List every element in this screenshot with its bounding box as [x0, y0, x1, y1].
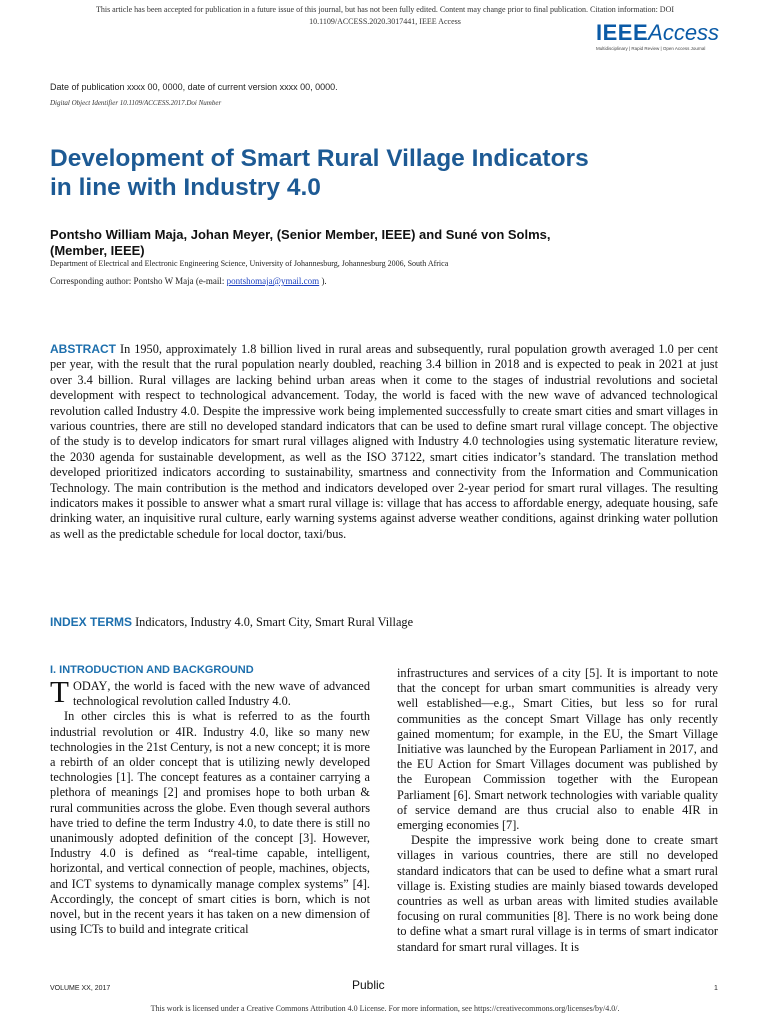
paper-title — [50, 144, 730, 202]
page-number: 1 — [714, 985, 718, 992]
title-line-1: Development of Smart Rural Village Indicators — [50, 145, 589, 172]
authors-line-2: (Member, IEEE) — [50, 243, 145, 258]
corr-suffix: ). — [319, 276, 327, 286]
smallcaps-word: ODAY — [72, 679, 108, 693]
drop-cap: T — [50, 674, 69, 709]
license-notice: This work is licensed under a Creative Commons Attribution 4.0 License. For more information, see https://creativecommons.org/licenses/by/4.0/. — [150, 1004, 620, 1013]
body-column-right — [397, 666, 718, 955]
logo-ieee: IEEE — [596, 20, 649, 45]
ieee-access-logo — [596, 20, 720, 51]
banner-line-2: 10.1109/ACCESS.2020.3017441, IEEE Access — [309, 17, 461, 26]
intro-p1-text: , the world is faced with the new wave of advanced technological revolution called Industry 4.0. — [72, 679, 370, 709]
title-line-2: in line with Industry 4.0 — [50, 174, 321, 201]
intro-paragraph-1 — [50, 674, 370, 709]
banner-line-1: This article has been accepted for publication in a future issue of this journal, but has not been fully edited. Content may change prior to final publication. Citation information: DOI — [95, 5, 675, 14]
footer-volume: VOLUME XX, 2017 — [50, 985, 111, 992]
abstract — [50, 342, 718, 542]
author-email-link[interactable]: pontshomaja@ymail.com — [226, 276, 320, 286]
author-list — [50, 227, 730, 259]
logo-wordmark — [596, 20, 720, 45]
abstract-label: ABSTRACT — [50, 342, 116, 356]
abstract-text: In 1950, approximately 1.8 billion lived in rural areas and subsequently, rural population growth averaged 1.0 per cent per year, with the result that the rural population nearly doubled, reaching 3.4 billion in 2018 and is expected to peak in 2021 at just over 3.4 billion. Rural villages are lacking behind urban areas when it come to the stages of industrial revolutions and societal development with respect to technological advancement. Today, the world is faced with the new wave of advanced technological revolution called Industry 4.0. Despite the impressive work being implemented successfully to create smart cities and smart villages in various countries, there are still no developed standard indicators that can be used to define smart rural village concept. The objective of the study is to develop indicators for smart rural villages aligned with Industry 4.0 technologies using systematic literature review, the 2030 agenda for sustainable development, as well as the ISO 37122, smart cities indicator’s standard. The translation method developed prioritized indicators according to sustainability, smartness and connectivity from the Information and Communication Technology. The main contribution is the method and indicators developed over 2-year period for smart rural villages. The resulting indicators makes it possible to answer what a smart rural village is: village that has access to affordable energy, adequate housing, safe drinking water, an inquisitive rural culture, early warning systems against adverse weather conditions, against drinking water pollution as well as the predictable schedule for local doctor, taxi/bus. — [50, 342, 718, 541]
intro-paragraph-2: In other circles this is what is referred to as the fourth industrial revolution or 4IR. Industry 4.0, like so many new technologies in the 21st Century, is not a new concept; it is more a rebirth of an older concept that is utilizing newly developed technologies [1]. The concept features as a container carrying a plethora of meanings [2] and promises hope to both urban & rural communities across the globe. Even though several authors have tried to define the term Industry 4.0, to date there is still no unanimously adopted definition of the concept [3]. However, Industry 4.0 is defined as “real-time capable, intelligent, horizontal, and vertical connection of people, machines, objects, and ICT systems to dynamically manage complex systems” [4]. Accordingly, the concept of smart cities is born, which is not novel, but in the recent years it has taken on a new dimension of using ICTs to build and integrate critical — [50, 709, 370, 937]
corresponding-author — [50, 276, 327, 286]
index-terms-label: INDEX TERMS — [50, 615, 133, 629]
index-terms-text: Indicators, Industry 4.0, Smart City, Smart Rural Village — [132, 615, 414, 629]
doi-line: Digital Object Identifier 10.1109/ACCESS.2017.Doi Number — [50, 99, 222, 107]
right-paragraph-2: Despite the impressive work being done to create smart villages in various countries, there are still no developed standard indicators that can be used to define what a smart rural village is. Existing studies are mainly biased towards developed countries as well as urban areas with limited studies available focusing on rural communities [8]. There is no work being done to define what a smart rural village is in terms of smart indicator standard for smart rural villages. It is — [397, 833, 718, 954]
publication-date: Date of publication xxxx 00, 0000, date of current version xxxx 00, 0000. — [50, 82, 338, 92]
affiliation: Department of Electrical and Electronic Engineering Science, University of Johannesburg, Johannesburg 2006, South Africa — [50, 259, 449, 268]
section-heading: I. INTRODUCTION AND BACKGROUND — [50, 664, 254, 676]
logo-tagline: Multidisciplinary | Rapid Review | Open Access Journal — [596, 46, 706, 51]
body-column-left — [50, 674, 370, 937]
right-paragraph-1: infrastructures and services of a city [5]. It is important to note that the concept for urban smart communities is already very well established—e.g., Smart Cities, but less so for rural communities as the concept Smart Village has only recently gained momentum; for example, in the EU, the Smart Village Initiative was launched by the European Parliament in 2017, and the EU Action for Smart Villages document was published by the European Commission together with the European Parliament [6]. Smart network technologies with variable quality of service demand are thus crucial also to enable 4IR in emerging economies [7]. — [397, 666, 718, 833]
logo-access: Access — [648, 20, 720, 45]
footer-public-label: Public — [352, 978, 385, 992]
authors-line-1: Pontsho William Maja, Johan Meyer, (Senior Member, IEEE) and Suné von Solms, — [50, 227, 551, 242]
index-terms — [50, 615, 718, 630]
corr-prefix: Corresponding author: Pontsho W Maja (e-mail: — [50, 276, 227, 286]
